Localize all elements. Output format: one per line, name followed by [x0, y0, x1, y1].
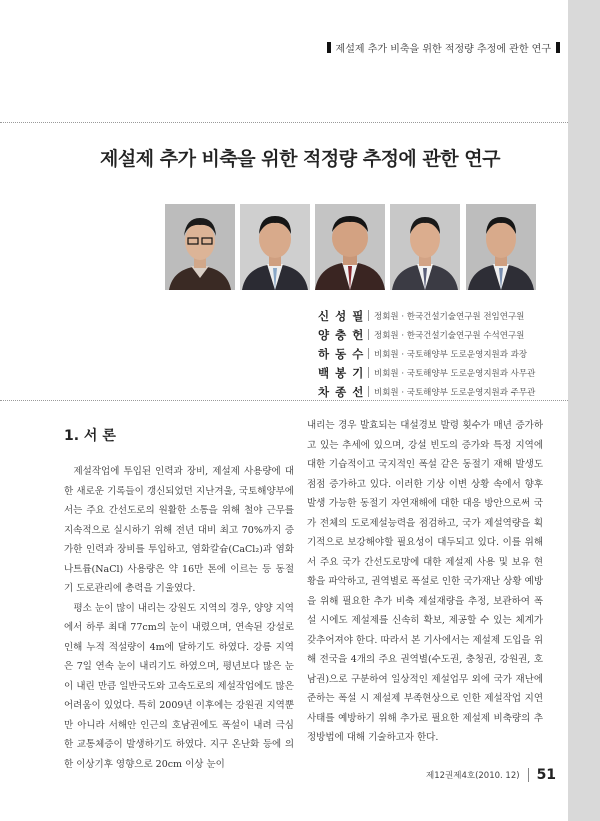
author-list: [318, 306, 535, 401]
top-divider: [0, 122, 568, 123]
running-head-text: 제설제 추가 비축을 위한 적정량 추정에 관한 연구: [335, 44, 551, 55]
author-row: [318, 306, 535, 325]
author-name: 양 충 헌: [318, 327, 365, 342]
body-column-right: [307, 416, 543, 748]
running-head-marker-left: [327, 42, 331, 53]
author-photo-1: [165, 204, 235, 290]
author-separator: [368, 348, 369, 359]
section-divider: [0, 400, 568, 401]
author-name: 백 봉 기: [318, 365, 365, 380]
author-photo-2: [240, 204, 310, 290]
author-row: [318, 325, 535, 344]
author-affiliation: 정회원 · 한국건설기술연구원 전임연구원: [374, 311, 525, 322]
author-name: 신 성 필: [318, 308, 365, 323]
author-separator: [368, 386, 369, 397]
body-paragraph: 평소 눈이 많이 내리는 강원도 지역의 경우, 양양 지역에서 하루 최대 77cm의 눈이 내렸으며, 연속된 강설로 인해 누적 적설량이 4m에 달하기도 하였다. 강릉 지역은 7일 연속 눈이 내리기도 하였으며, 평년보다 많은 눈이 내린 만큼 일반국도와 고속도로의 제설작업에도 많은 어려움이 있었다. 특히 2009년 이후에는 강원권 지역뿐만 아니라 서해안 인근의 호남권에도 폭설이 내려 극심한 교통체증이 발생하기도 하였다. 지구 온난화 등에 의한 이상기후 영향으로 20cm 이상 눈이: [64, 602, 294, 770]
article-title: 제설제 추가 비축을 위한 적정량 추정에 관한 연구: [100, 148, 500, 170]
page-footer: [426, 767, 556, 783]
author-photo-5: [466, 204, 536, 290]
author-row: [318, 382, 535, 401]
author-separator: [368, 367, 369, 378]
body-paragraph: 제설작업에 투입된 인력과 장비, 제설제 사용량에 대한 새로운 기록들이 갱신되었던 지난겨울, 국토해양부에서는 주요 간선도로의 원활한 소통을 위해 철야 근무를 지속적으로 실시하기 위해 전년 대비 최고 70%까지 증가한 인력과 장비를 투입하고, 염화칼슘(CaCl₂)과 염화나트륨(NaCl) 사용량은 약 16만 톤에 이르는 등 동절기 도로관리에 총력을 기울였다.: [64, 466, 294, 594]
body-column-left: [64, 462, 294, 774]
author-separator: [368, 329, 369, 340]
author-affiliation: 비회원 · 국토해양부 도로운영지원과 사무관: [374, 368, 536, 379]
issue-info: 제12권제4호(2010. 12): [426, 771, 520, 781]
page-number: 51: [536, 767, 557, 783]
author-photo-3: [315, 204, 385, 290]
running-head: [327, 40, 560, 55]
author-affiliation: 비회원 · 국토해양부 도로운영지원과 과장: [374, 349, 528, 360]
author-affiliation: 비회원 · 국토해양부 도로운영지원과 주무관: [374, 387, 536, 398]
author-affiliation: 정회원 · 한국건설기술연구원 수석연구원: [374, 330, 525, 341]
author-name: 하 동 수: [318, 346, 365, 361]
body-paragraph: 내리는 경우 발효되는 대설경보 발령 횟수가 매년 증가하고 있는 추세에 있으며, 강설 빈도의 증가와 특정 지역에 대한 기습적이고 국지적인 폭설 같은 동절기 재해 발생도 점점 증가하고 있다. 이러한 기상 이변 상황 속에서 향후 발생 가능한 동절기 자연재해에 대한 대응 방안으로써 국가 전체의 도로제설능력을 점검하고, 국가 제설역량을 획기적으로 보강해야할 필요성이 대두되고 있다. 이를 위해서 주요 국가 간선도로망에 대한 제설제 사용 및 보유 현황을 파악하고, 권역별로 폭설로 인한 국가재난 상황 예방을 위해 필요한 추가 비축 제설재량을 추정, 보관하여 폭설 시에도 제설제를 신속히 확보, 제공할 수 있는 체계가 갖추어져야 한다. 따라서 본 기사에서는 제설제 도입을 위해 전국을 4개의 주요 권역별(수도권, 충청권, 강원권, 호남권)으로 구분하여 일상적인 제설업무 외에 국가 재난에 준하는 폭설 시 제설제 부족현상으로 인한 제설작업 지연 사태를 예방하기 위해 추가로 필요한 제설제 비축량의 추정방법에 대해 기술하고자 한다.: [307, 420, 543, 743]
page-edge-bar: [568, 0, 600, 821]
footer-separator: [528, 768, 529, 782]
running-head-marker-right: [556, 42, 560, 53]
author-photo-4: [390, 204, 460, 290]
author-row: [318, 363, 535, 382]
section-heading: 1. 서 론: [64, 428, 116, 444]
author-row: [318, 344, 535, 363]
author-name: 차 종 선: [318, 384, 365, 399]
author-separator: [368, 310, 369, 321]
